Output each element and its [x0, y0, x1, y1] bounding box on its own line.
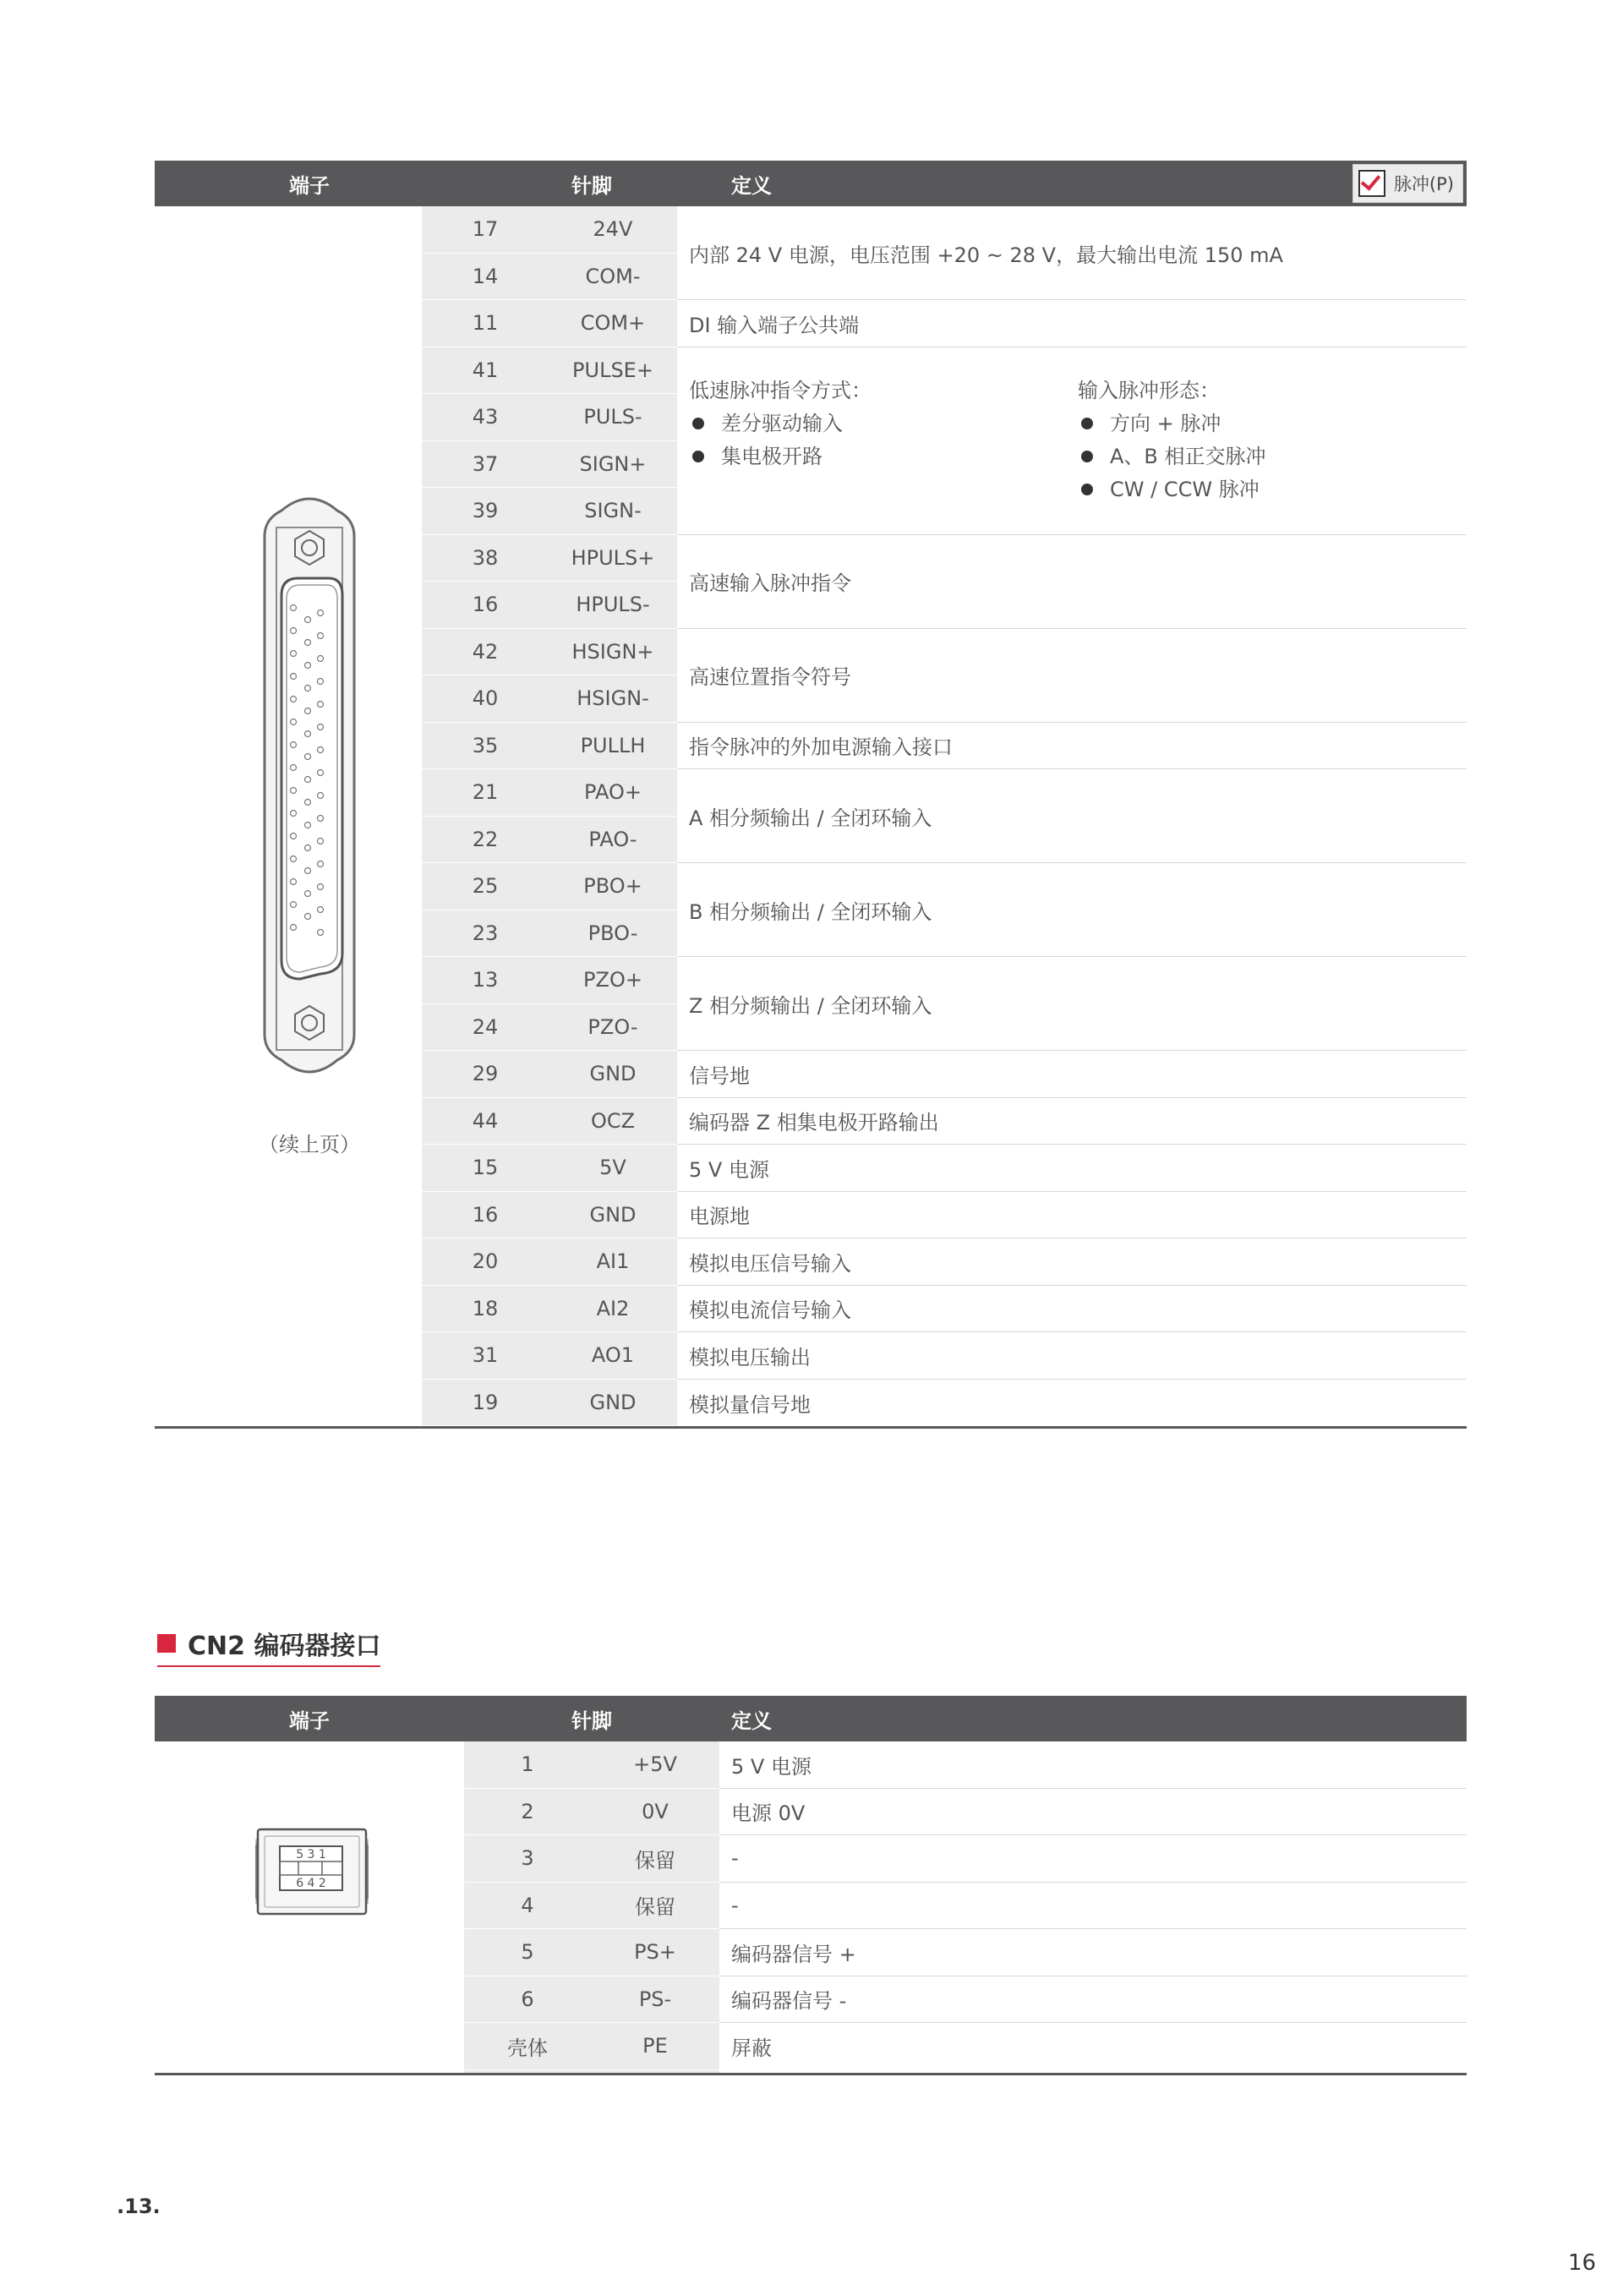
- cn1-pin-table: [155, 161, 1467, 1429]
- definition-cell: 电源 0V: [719, 1789, 1467, 1836]
- header-definition: 定义: [731, 1708, 772, 1733]
- pulse-right-title: 输入脉冲形态：: [1078, 378, 1220, 402]
- def-gnd: 信号地: [677, 1051, 1467, 1098]
- def-pbo: B 相分频输出 / 全闭环输入: [677, 863, 1467, 957]
- bullet-icon: [1081, 451, 1093, 462]
- pin-signal: AO1: [591, 1343, 635, 1368]
- pin-signal: HPULS-: [576, 593, 650, 617]
- pin-signal: COM-: [585, 264, 641, 288]
- header-definition: 定义: [731, 173, 772, 198]
- header-terminal: 端子: [289, 1708, 330, 1733]
- pin-number: 2: [521, 1799, 534, 1823]
- list-item: 差分驱动输入: [689, 407, 1078, 440]
- table-row: [422, 300, 677, 347]
- section-title-cn2: [157, 1625, 380, 1667]
- bullet-icon: [692, 418, 704, 429]
- pin-number: 4: [521, 1893, 534, 1917]
- pin-signal: PBO-: [587, 921, 638, 945]
- pin-column: [464, 1741, 719, 2073]
- table-header: [155, 161, 1467, 206]
- table-row: [422, 1332, 677, 1380]
- pulse-mode-label: 脉冲(P): [1393, 174, 1454, 194]
- list-item: A、B 相正交脉冲: [1078, 440, 1467, 473]
- table-row: [422, 347, 677, 395]
- pin-signal: +5V: [633, 1752, 677, 1777]
- pin-number: 17: [472, 217, 499, 242]
- pin-signal: PULSE+: [572, 358, 653, 382]
- cn2-pin-table: [155, 1696, 1467, 2075]
- def-ao1: 模拟电压输出: [677, 1332, 1467, 1380]
- table-row: [464, 1929, 719, 1976]
- pin-number: 43: [472, 405, 499, 429]
- pin-number: 6: [521, 1987, 534, 2011]
- pin-signal: PAO+: [584, 780, 642, 805]
- terminal-cell: [155, 206, 422, 1426]
- pin-signal: HPULS+: [571, 545, 655, 570]
- pin-signal: 保留: [635, 1895, 675, 1920]
- def-pulse-mode: [677, 347, 1467, 535]
- pin-signal: HSIGN+: [571, 639, 654, 664]
- def-pzo: Z 相分频输出 / 全闭环输入: [677, 957, 1467, 1051]
- pin-number: 41: [472, 358, 499, 382]
- def-ai1: 模拟电压信号输入: [677, 1238, 1467, 1286]
- def-ai2: 模拟电流信号输入: [677, 1286, 1467, 1333]
- footer-left: .13.: [117, 2195, 161, 2218]
- pin-signal: COM+: [580, 311, 646, 336]
- pin-number: 40: [472, 686, 499, 711]
- pulse-left-title: 低速脉冲指令方式：: [689, 378, 872, 402]
- pin-number: 20: [472, 1249, 499, 1274]
- pin-signal: GND: [589, 1390, 637, 1414]
- list-item: CW / CCW 脉冲: [1078, 473, 1467, 506]
- pin-number: 29: [472, 1062, 499, 1086]
- def-5v: 5 V 电源: [677, 1145, 1467, 1192]
- def-power-gnd: 电源地: [677, 1192, 1467, 1239]
- definition-cell: 编码器信号 +: [719, 1929, 1467, 1976]
- table-row: [464, 2023, 719, 2070]
- table-row: [464, 1789, 719, 1836]
- pin-signal: SIGN-: [584, 499, 642, 523]
- pin-number: 24: [472, 1014, 499, 1039]
- table-row: [422, 254, 677, 301]
- pin-signal: PULLH: [580, 733, 646, 757]
- pin-signal: PZO-: [587, 1014, 638, 1039]
- header-pin: 针脚: [571, 173, 612, 198]
- bullet-icon: [1081, 418, 1093, 429]
- list-item: 集电极开路: [689, 440, 1078, 473]
- table-row: [464, 1883, 719, 1930]
- red-square-icon: [157, 1634, 176, 1653]
- pin-signal: HSIGN-: [577, 686, 649, 711]
- header-terminal: 端子: [289, 173, 330, 198]
- pin-number: 22: [472, 827, 499, 851]
- pin-signal: 保留: [635, 1848, 675, 1872]
- pin-signal: PZO+: [583, 968, 642, 992]
- table-row: [422, 1238, 677, 1286]
- continued-note: （续上页）: [259, 1133, 360, 1156]
- pin-signal: OCZ: [590, 1108, 636, 1133]
- definition-cell: -: [719, 1835, 1467, 1883]
- pin-number: 31: [472, 1343, 499, 1368]
- encoder-connector-icon: [155, 1741, 464, 2069]
- definition-column: [719, 1741, 1467, 2073]
- def-24v: 内部 24 V 电源，电压范围 +20 ~ 28 V，最大输出电流 150 mA: [677, 206, 1467, 300]
- pin-number: 39: [472, 499, 499, 523]
- pin-number: 壳体: [507, 2036, 548, 2060]
- pin-signal: GND: [589, 1202, 637, 1227]
- pin-signal: PS-: [638, 1987, 672, 2011]
- pin-signal: 24V: [593, 217, 633, 242]
- pin-number: 18: [472, 1296, 499, 1320]
- checkbox-checked-icon: [1358, 170, 1385, 197]
- pin-number: 15: [472, 1156, 499, 1180]
- page-number: 16: [1568, 2250, 1597, 2276]
- pin-signal: AI1: [596, 1249, 630, 1274]
- definition-column: [677, 206, 1467, 1426]
- pin-number: 38: [472, 545, 499, 570]
- pin-signal: PBO+: [583, 874, 642, 899]
- pin-number: 14: [472, 264, 499, 288]
- definition-cell: -: [719, 1883, 1467, 1930]
- def-analog-gnd: 模拟量信号地: [689, 1392, 811, 1417]
- header-pin: 针脚: [571, 1708, 612, 1733]
- def-pao: A 相分频输出 / 全闭环输入: [677, 769, 1467, 863]
- pin-number: 44: [472, 1108, 499, 1133]
- table-row: [422, 441, 677, 489]
- table-row: [422, 394, 677, 441]
- pin-number: 42: [472, 639, 499, 664]
- pin-number: 25: [472, 874, 499, 899]
- pin-number: 23: [472, 921, 499, 945]
- bullet-icon: [1081, 484, 1093, 495]
- pin-number: 35: [472, 733, 499, 757]
- pin-number: 21: [472, 780, 499, 805]
- terminal-cell: [155, 1741, 464, 2073]
- pin-signal: AI2: [596, 1296, 630, 1320]
- pin-signal: PULS-: [583, 405, 642, 429]
- pin-number: 16: [472, 593, 499, 617]
- def-hsign: 高速位置指令符号: [677, 629, 1467, 723]
- pin-signal: 5V: [599, 1156, 626, 1180]
- def-ocz: 编码器 Z 相集电极开路输出: [677, 1098, 1467, 1145]
- pin-signal: PS+: [634, 1940, 676, 1965]
- def-com: DI 输入端子公共端: [677, 300, 1467, 347]
- section-title-text: CN2 编码器接口: [188, 1632, 381, 1661]
- connector-bottom-label: 6 4 2: [296, 1877, 326, 1890]
- pin-signal: PAO-: [588, 827, 637, 851]
- db44-connector-icon: [155, 494, 464, 1102]
- table-row: [464, 1741, 719, 1789]
- definition-cell: 5 V 电源: [719, 1741, 1467, 1789]
- table-row: [464, 1976, 719, 2024]
- pin-number: 11: [472, 311, 499, 336]
- pin-number: 19: [472, 1390, 499, 1414]
- definition-cell: 屏蔽: [731, 2036, 772, 2061]
- pin-signal: 0V: [642, 1799, 669, 1823]
- table-row: [422, 1286, 677, 1333]
- table-header: [155, 1696, 1467, 1741]
- bullet-icon: [692, 451, 704, 462]
- def-pullh: 指令脉冲的外加电源输入接口: [677, 723, 1467, 770]
- definition-cell: 编码器信号 -: [719, 1976, 1467, 2024]
- pin-number: 5: [521, 1940, 534, 1965]
- pulse-mode-tag: [1352, 164, 1463, 203]
- connector-top-label: 5 3 1: [296, 1848, 326, 1861]
- table-row: [422, 1192, 677, 1239]
- def-hpuls: 高速输入脉冲指令: [677, 535, 1467, 629]
- pin-signal: GND: [589, 1062, 637, 1086]
- pin-number: 13: [472, 968, 499, 992]
- pin-signal: SIGN+: [579, 451, 647, 476]
- pin-number: 37: [472, 451, 499, 476]
- pin-number: 1: [521, 1752, 534, 1777]
- table-row: [422, 206, 677, 254]
- pin-number: 16: [472, 1202, 499, 1227]
- pin-number: 3: [521, 1846, 534, 1871]
- pin-signal: PE: [642, 2034, 668, 2058]
- table-row: [464, 1835, 719, 1883]
- list-item: 方向 + 脉冲: [1078, 407, 1467, 440]
- table-row: [422, 1380, 677, 1427]
